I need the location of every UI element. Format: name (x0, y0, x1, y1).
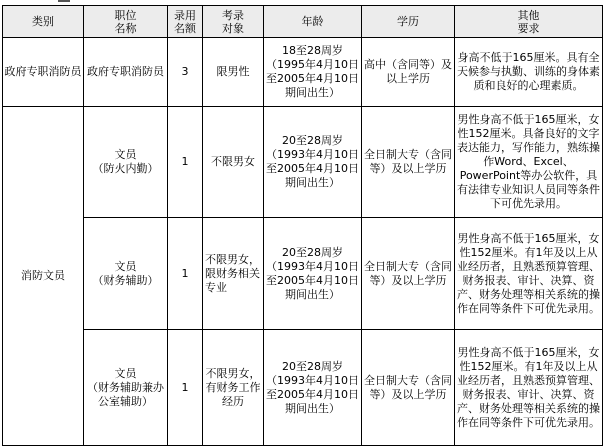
education-cell: 高中（含同等）及以上学历 (362, 38, 455, 107)
category-cell: 消防文员 (3, 107, 84, 446)
position-cell: 文员 （财务辅助兼办公室辅助） (84, 330, 168, 446)
quota-cell: 1 (168, 330, 203, 446)
education-cell: 全日制大专（含同等）及以上学历 (362, 107, 455, 218)
table-row (3, 218, 603, 330)
cropped-mark (58, 0, 70, 2)
position-cell: 文员 （防火内勤） (84, 107, 168, 218)
target-cell: 不限男女 (203, 107, 264, 218)
header-target: 考录 对象 (203, 6, 264, 38)
header-position: 职位 名称 (84, 6, 168, 38)
position-cell: 政府专职消防员 (84, 38, 168, 107)
table-row (3, 107, 603, 218)
target-cell: 限男性 (203, 38, 264, 107)
requirements-cell: 身高不低于165厘米。具有全天候参与执勤、训练的身体素质和良好的心理素质。 (455, 38, 603, 107)
age-cell: 20至28周岁 （1993年4月10日至2005年4月10日期间出生） (264, 330, 362, 446)
category-cell: 政府专职消防员 (3, 38, 84, 107)
quota-cell: 1 (168, 107, 203, 218)
education-cell: 全日制大专（含同等）及以上学历 (362, 330, 455, 446)
header-category: 类别 (3, 6, 84, 38)
requirements-cell: 男性身高不低于165厘米，女性152厘米。具备良好的文字表达能力，写作能力，熟练操作Word、Excel、PowerPoint等办公软件，具有法律专业知识人员同等条件下可优先录用。 (455, 107, 603, 218)
age-cell: 18至28周岁 （1995年4月10日至2005年4月10日期间出生） (264, 38, 362, 107)
recruitment-table (2, 5, 603, 446)
table-row (3, 38, 603, 107)
header-row (3, 6, 603, 38)
header-other: 其他 要求 (455, 6, 603, 38)
requirements-cell: 男性身高不低于165厘米，女性152厘米。有1年及以上从业经历者，且熟悉预算管理、财务报表、审计、决算、资产、财务处理等相关系统的操作在同等条件下可优先录用。 (455, 218, 603, 330)
quota-cell: 1 (168, 218, 203, 330)
target-cell: 不限男女，限财务相关专业 (203, 218, 264, 330)
age-cell: 20至28周岁 （1993年4月10日至2005年4月10日期间出生） (264, 218, 362, 330)
position-cell: 文员 （财务辅助） (84, 218, 168, 330)
quota-cell: 3 (168, 38, 203, 107)
requirements-cell: 男性身高不低于165厘米，女性152厘米。有1年及以上从业经历者，且熟悉预算管理、财务报表、审计、决算、资产、财务处理等相关系统的操作在同等条件下可优先录用。 (455, 330, 603, 446)
target-cell: 不限男女，有财务工作经历 (203, 330, 264, 446)
table-row (3, 330, 603, 446)
header-age: 年龄 (264, 6, 362, 38)
age-cell: 20至28周岁 （1993年4月10日至2005年4月10日期间出生） (264, 107, 362, 218)
header-education: 学历 (362, 6, 455, 38)
header-quota: 录用 名额 (168, 6, 203, 38)
education-cell: 全日制大专（含同等）及以上学历 (362, 218, 455, 330)
